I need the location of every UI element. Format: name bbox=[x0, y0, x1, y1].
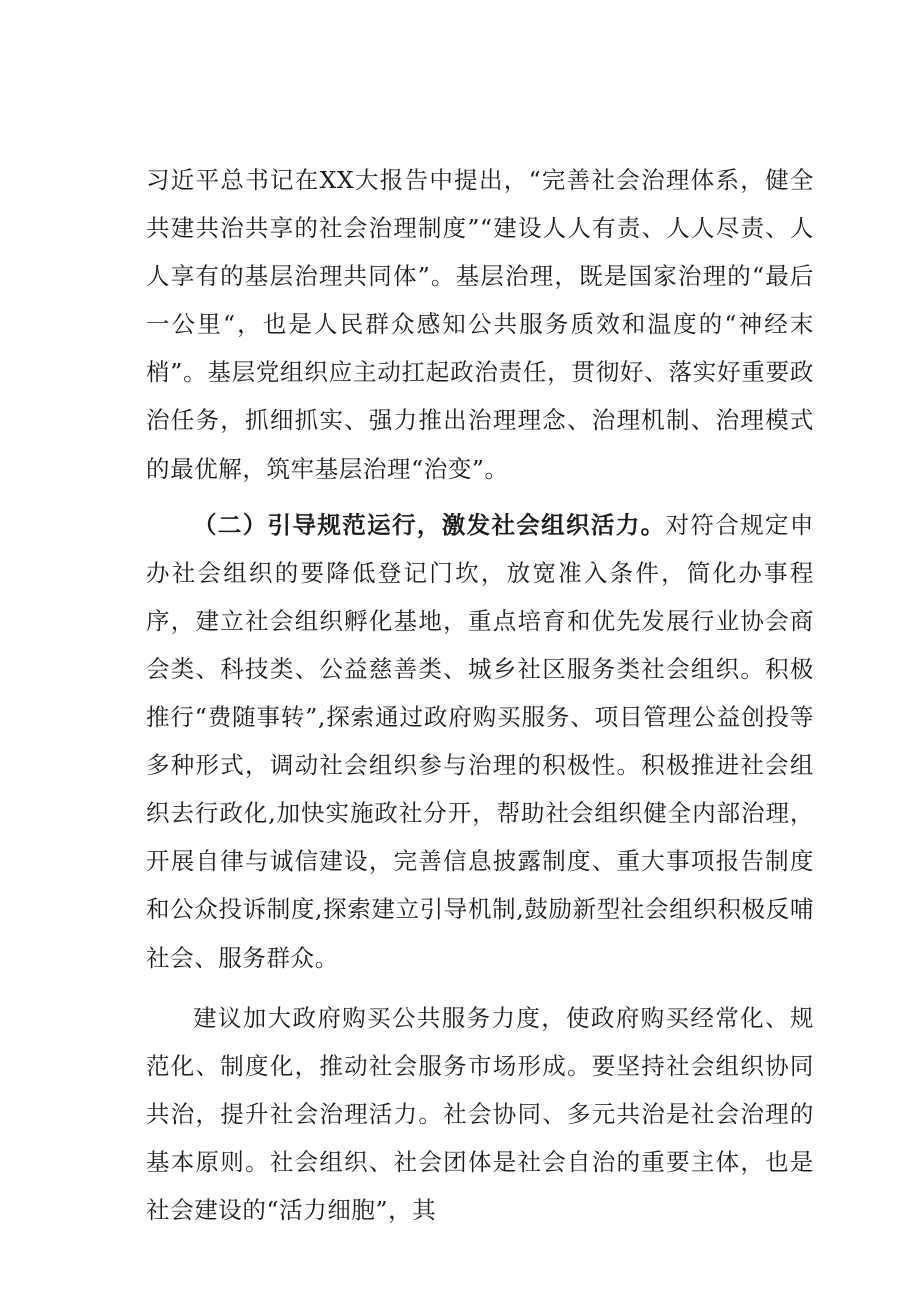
paragraph-2 bbox=[146, 501, 814, 982]
section-heading: （二）引导规范运行，激发社会组织活力。 bbox=[193, 510, 666, 539]
paragraph-1-text: 习近平总书记在XX大报告中提出，“完善社会治理体系，健全共建共治共享的社会治理制度”“建设人人有责、人人尽责、人人享有的基层治理共同体”。基层治理，既是国家治理的“最后一公里“，也是人民群众感知公共服务质效和温度的“神经末梢”。基层党组织应主动扛起政治责任，贯彻好、落实好重要政治任务，抓细抓实、强力推出治理理念、治理机制、治理模式的最优解，筑牢基层治理“治变”。 bbox=[146, 166, 814, 483]
document-body bbox=[146, 156, 814, 1234]
paragraph-3-text: 建议加大政府购买公共服务力度，使政府购买经常化、规范化、制度化，推动社会服务市场形成。要坚持社会组织协同共治，提升社会治理活力。社会协同、多元共治是社会治理的基本原则。社会组织、社会团体是社会自治的重要主体，也是社会建设的“活力细胞”，其 bbox=[146, 1003, 814, 1224]
paragraph-3 bbox=[146, 994, 814, 1234]
paragraph-1 bbox=[146, 156, 814, 493]
paragraph-2-text: 对符合规定申办社会组织的要降低登记门坎，放宽准入条件，简化办事程序，建立社会组织孵化基地，重点培育和优先发展行业协会商会类、科技类、公益慈善类、城乡社区服务类社会组织。积极推行“费随事转”,探索通过政府购买服务、项目管理公益创投等多种形式，调动社会组织参与治理的积极性。积极推进社会组织去行政化,加快实施政社分开，帮助社会组织健全内部治理，开展自律与诚信建设，完善信息披露制度、重大事项报告制度和公众投诉制度,探索建立引导机制,鼓励新型社会组织积极反哺社会、服务群众。 bbox=[146, 510, 814, 972]
